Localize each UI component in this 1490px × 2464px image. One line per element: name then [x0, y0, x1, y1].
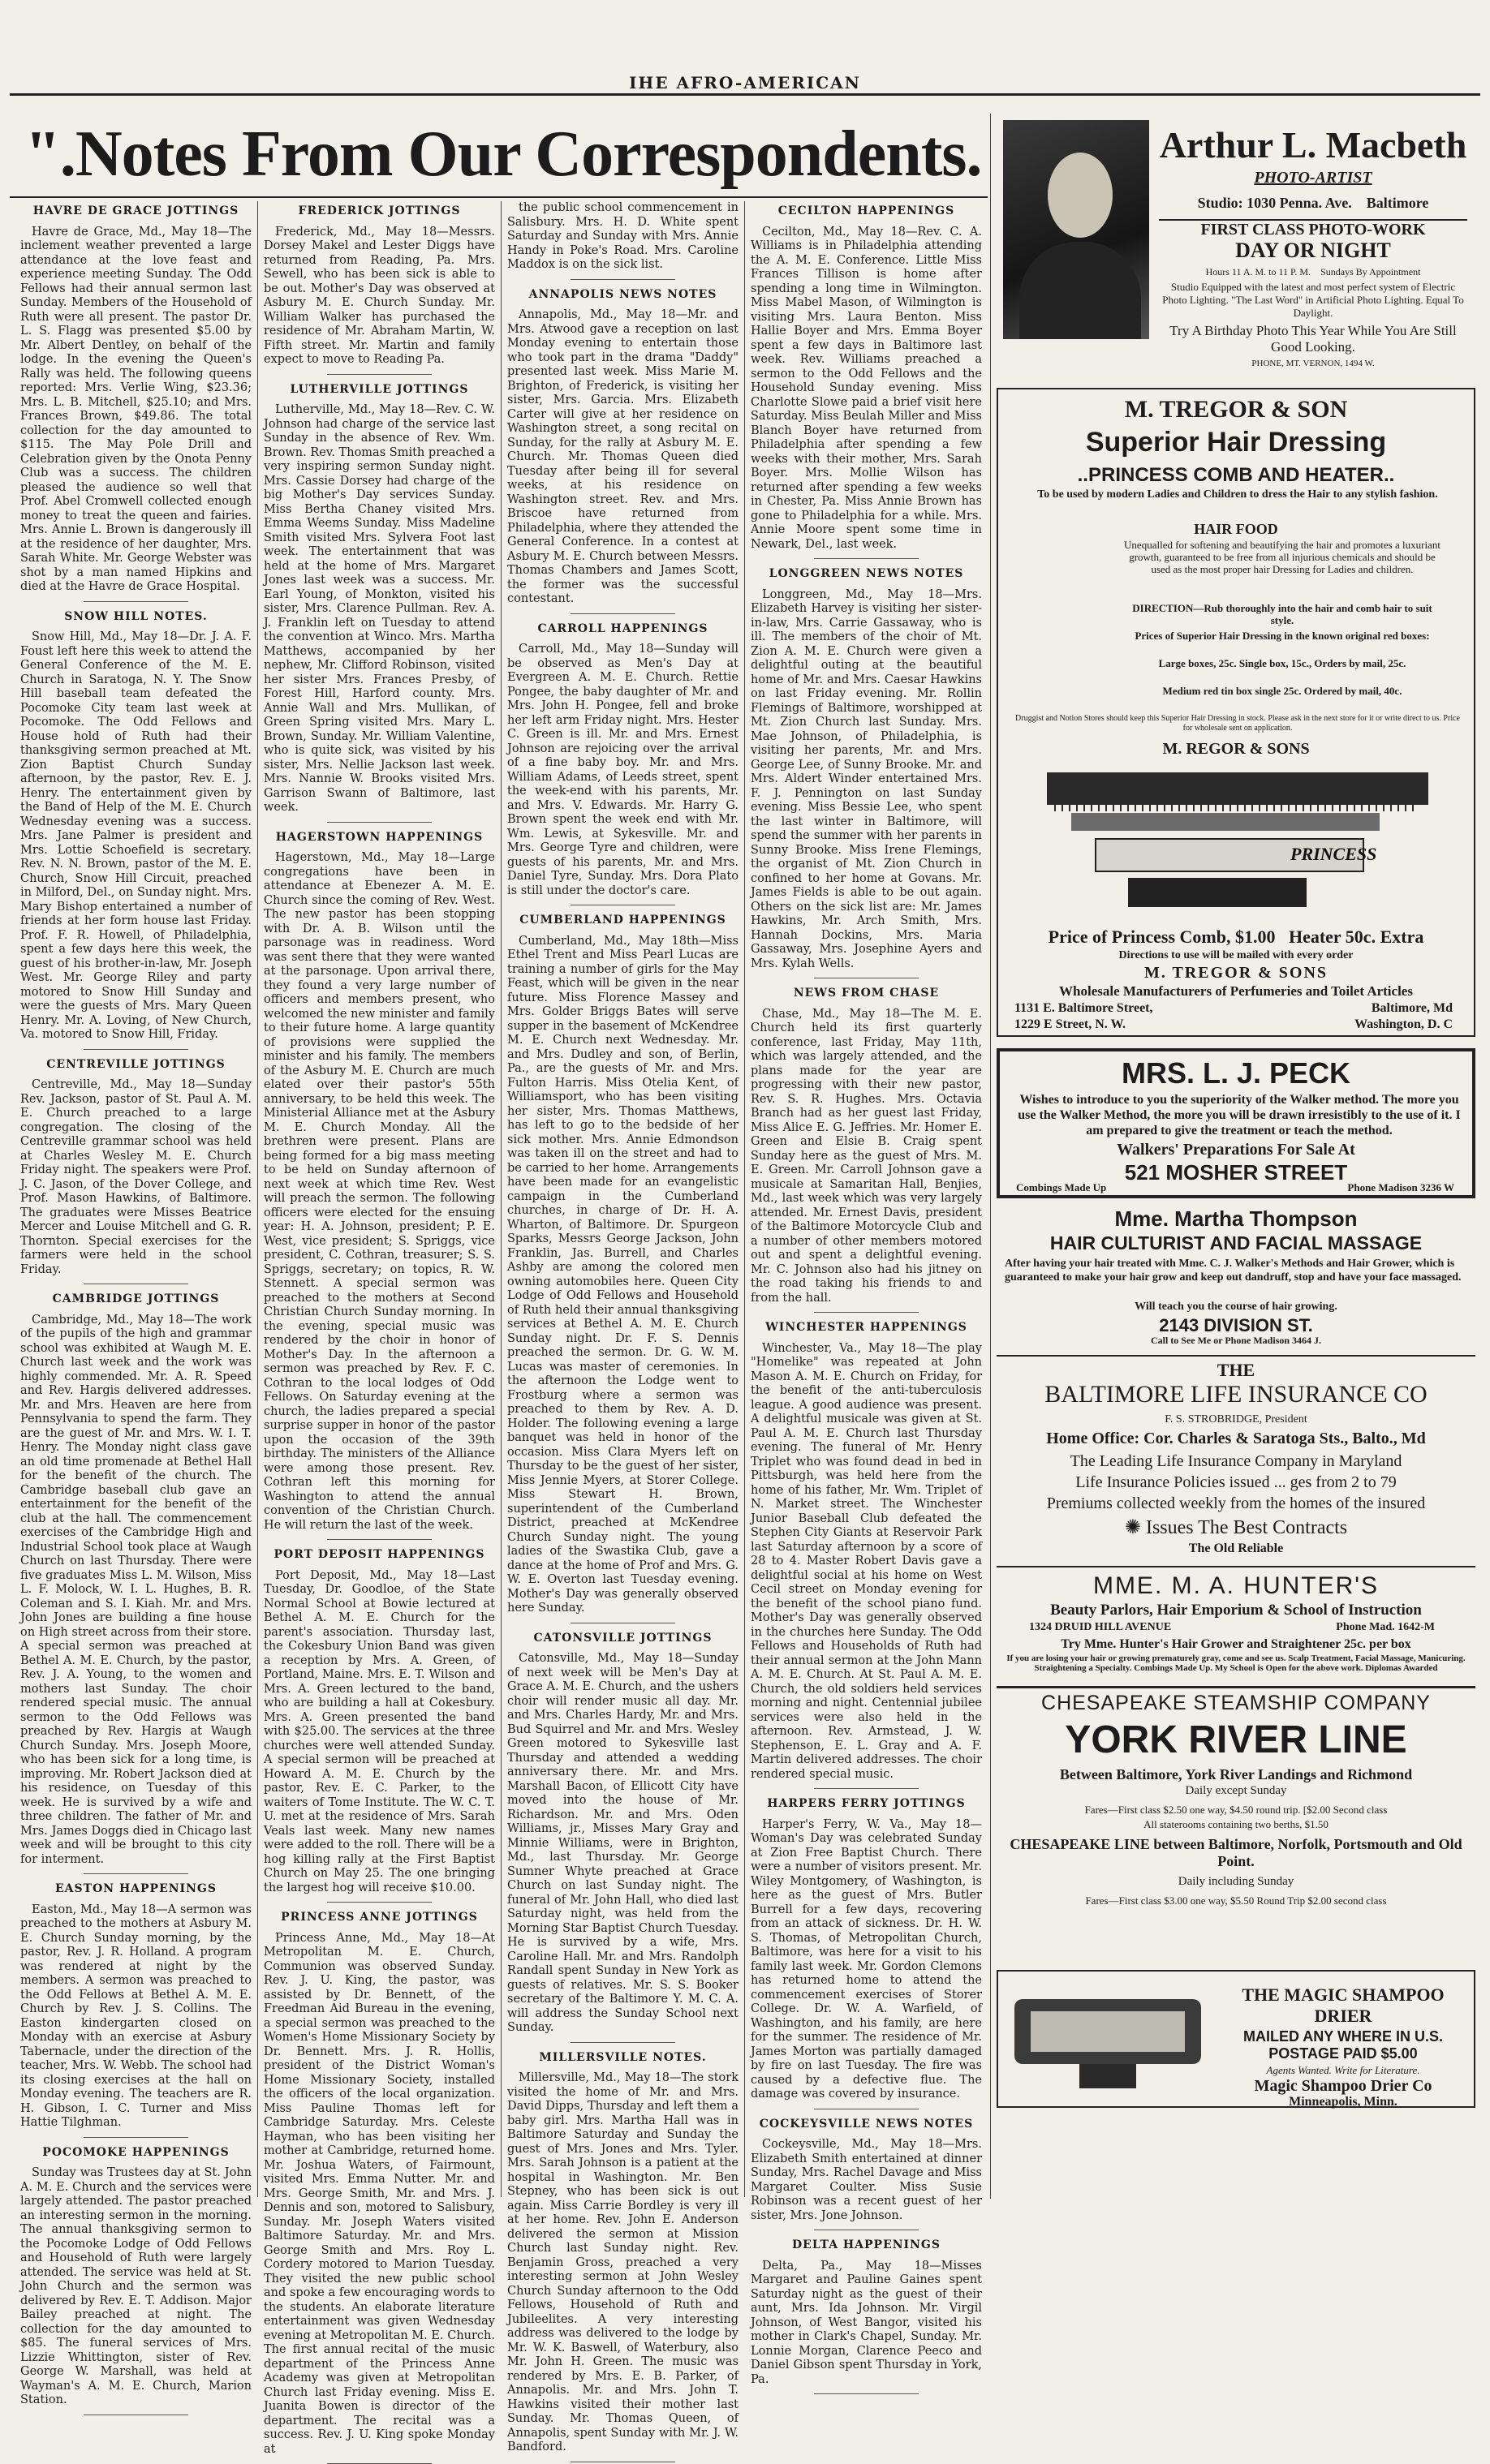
news-item-divider — [327, 1902, 431, 1903]
news-item — [20, 2146, 252, 2415]
tregor-price: Price of Princess Comb, $1.00 — [1048, 927, 1276, 947]
life-premiums: Premiums collected weekly from the homes of the insured — [1046, 1494, 1426, 1512]
peck-combings: Combings Made Up — [1016, 1181, 1107, 1193]
news-item — [751, 1321, 982, 1789]
news-item-title: WINCHESTER HAPPENINGS — [765, 1321, 967, 1334]
macbeth-hours-line — [1159, 266, 1467, 278]
news-item-divider — [571, 279, 674, 280]
tregor-city1: Baltimore, Md — [1371, 1001, 1453, 1015]
news-item-title: EASTON HAPPENINGS — [55, 1882, 217, 1895]
tregor-wholesale: Wholesale Manufacturers of Perfumeries and Toilet Articles — [1059, 983, 1413, 999]
column-divider — [990, 114, 991, 2199]
news-item-body: Harper's Ferry, W. Va., May 18—Woman's Day was celebrated Sunday at Zion Free Baptist Church. There were a number of visitors present. Mr. Wiley Montgomery, of Washington, is here as the guest of Mrs. Butler Burrell for a few days, recovering from an attack of sickness. Dr. H. W. S. Thomas, of Metropolitan Church, Baltimore, was here for a visit to his family last week. Mr. Gordon Clemons has returned home to attend the commencement exercises of Storer College. Dr. W. A. Warfield, of Washington, and his family, are here for the summer. The residence of Mr. James Morton was partially damaged by fire on last Tuesday. The fire was caused by a defective flue. The damage was covered by insurance. — [751, 1817, 982, 2101]
news-item — [507, 622, 739, 906]
news-item — [264, 383, 495, 823]
macbeth-day-night: DAY OR NIGHT — [1235, 239, 1391, 262]
news-item-body: Catonsville, Md., May 18—Sunday of next week will be Men's Day at Grace A. M. E. Church, and the ushers choir will render music all day. Mr. and Mrs. Charles Hardy, Mr. and Mrs. Bud Squirrel and Mr. and Mrs. Wesley Green motored to Sykesville last Thursday and attended a wedding anniversary there. Mr. and Mrs. Marshall Bacon, of Ellicott City have moved into the house of Mr. Richardson. Mr. and Mrs. Oden Williams, jr., Misses Mary Gray and Minnie Williams, were in Brighton, Md., last Thursday. Mr. George Sumner Whyte preached at Grace Church on last Sunday night. The funeral of Mr. John Hall, who died last Saturday night, was held from the Morning Star Baptist Church Tuesday. He is survived by a wife, Mrs. Caroline Hall. Mr. and Mrs. Randolph Randall spent Sunday in New York as guests of relatives. Mr. S. S. Booker secretary of the Baltimore Y. M. C. A. will address the Sunday School next Sunday. — [507, 1652, 739, 2034]
news-item-title: CATONSVILLE JOTTINGS — [533, 1631, 713, 1645]
life-name: BALTIMORE LIFE INSURANCE CO — [1044, 1381, 1428, 1408]
tregor-address-2 — [1014, 1017, 1453, 1032]
news-item-title: NEWS FROM CHASE — [793, 987, 940, 1000]
steamship-between: Between Baltimore, York River Landings and Richmond — [1059, 1766, 1413, 1782]
headline-rule — [10, 196, 988, 198]
column-divider — [257, 201, 258, 2197]
news-item — [507, 201, 739, 280]
news-item-body: Delta, Pa., May 18—Misses Margaret and Pauline Gaines spent Saturday night as the guest of their aunt, Mrs. Ida Johnson. Mr. Virgil Johnson, of West Bangor, visited his mother in Clark's Chapel, Sunday. Mr. Lonnie Morgan, Clarence Peeco and Daniel Gibson spent Thursday in York, Pa. — [751, 2259, 982, 2386]
steamship-ad — [997, 1686, 1475, 1946]
thompson-name: Mme. Martha Thompson — [1114, 1206, 1358, 1231]
peck-ad — [997, 1048, 1475, 1198]
news-item-body: Longgreen, Md., May 18—Mrs. Elizabeth Harvey is visiting her sister-in-law, Mrs. Carrie Gassaway, who is ill. The members of the choir of Mt. Zion A. M. E. Church were given a delightful outing at the beautiful home of Mr. and Mrs. Caesar Hawkins on last Friday evening. Mr. Rollin Flemings of Baltimore, worshipped at Mt. Zion Church last Sunday. Mrs. Mae Johnson, of Philadelphia, is visiting her parents, Mr. and Mrs. George Lee, of Sunny Brooke. Mr. and Mrs. Aldert Winder entertained Mrs. F. J. Pennington on last Sunday evening. Miss Bessie Lee, who spent the last winter in Baltimore, will spend the summer with her parents in Sunny Brooke. Miss Irene Flemings, the organist of Mt. Zion Church in confined to her home at Govans. Mr. James Fields is able to be out again. Others on the sick list are: Mr. James Hawkins, Mr. Arch Smith, Mrs. Hannah Dockins, Mrs. Maria Gassaway, Mrs. Josephine Ayers and Mrs. Kylah Wells. — [751, 587, 982, 970]
star-icon: ✺ — [1124, 1517, 1141, 1538]
news-item-body: the public school commencement in Salisbury. Mrs. H. D. White spent Saturday and Sunday with Mrs. Annie Handy in Poke's Road. Mrs. Caroline Maddox is on the sick list. — [507, 201, 739, 271]
news-item-body: Cockeysville, Md., May 18—Mrs. Elizabeth Smith entertained at dinner Sunday, Mrs. Rachel Davage and Miss Margaret Coulter. Miss Susie Robinson was a recent guest of her sister, Mrs. Jone Johnson. — [751, 2138, 982, 2222]
hunter-address-line — [1029, 1621, 1435, 1634]
news-item-title: CARROLL HAPPENINGS — [537, 621, 708, 635]
baltimore-life-ad — [997, 1355, 1475, 1558]
masthead: IHE AFRO-AMERICAN — [629, 73, 861, 92]
magic-shampoo-ad — [997, 1970, 1475, 2108]
macbeth-first-class: FIRST CLASS PHOTO-WORK — [1159, 219, 1467, 239]
thompson-title: HAIR CULTURIST AND FACIAL MASSAGE — [1049, 1232, 1423, 1254]
news-item-title: CENTREVILLE JOTTINGS — [46, 1057, 226, 1071]
news-item — [507, 914, 739, 1623]
news-item-title: ANNAPOLIS NEWS NOTES — [528, 287, 717, 301]
peck-street: 521 MOSHER STREET — [1124, 1160, 1348, 1185]
tregor-addr1: 1131 E. Baltimore Street, — [1014, 1001, 1153, 1015]
macbeth-studio-line — [1159, 195, 1467, 212]
macbeth-phone: PHONE, MT. VERNON, 1494 W. — [1251, 359, 1375, 368]
hunter-name: MME. M. A. HUNTER'S — [1092, 1572, 1380, 1599]
news-item-title: CAMBRIDGE JOTTINGS — [52, 1292, 220, 1305]
macbeth-hours: Hours 11 A. M. to 11 P. M. — [1205, 266, 1311, 277]
news-item-title: POCOMOKE HAPPENINGS — [42, 2145, 230, 2159]
portrait-photo — [1003, 120, 1149, 339]
magic-mailed: MAILED ANY WHERE IN U.S. POSTAGE PAID $5.00 — [1242, 2028, 1443, 2062]
news-item-body: Easton, Md., May 18—A sermon was preached to the mothers at Asbury M. E. Church Sunday morning, by the pastor, Rev. J. R. Holland. A program was rendered at night by the members. A sermon was preached to the Odd Fellows at Bethel A. M. E. Church by Rev. J. S. Collins. The Easton kindergarten closed on Monday with an exercise at Asbury Tabernacle, under the direction of the teacher, Mrs. W. Webb. The school had its closing exercises at the hall on Monday evening. The teachers are R. H. Gibson, I. C. Turner and Miss Hattie Tilghman. — [20, 1903, 252, 2129]
news-item-body: Snow Hill, Md., May 18—Dr. J. A. F. Foust left here this week to attend the General Conference of the M. E. Church in Saratoga, N. Y. The Snow Hill baseball team defeated the Pocomoke City team last week at Pocomoke. The Odd Fellows and House hold of Ruth had their thanksgiving sermon preached at Mt. Zion Baptist Church Sunday afternoon, by the pastor, Rev. E. J. Henry. The entertainment given by the Band of Help of the M. E. Church Wednesday evening was a success. Mrs. Jane Palmer is president and Mrs. Lottie Schoefield is secretary. Rev. N. N. Brown, pastor of the M. E. Church, Snow Hill Circuit, preached in Milford, Del., on Sunday night. Mrs. Mary Bishop entertained a number of friends at her form house last Friday. Prof. F. R. Howell, of Philadelphia, spent a few days here this week, the guest of his brother-in-law, Mr. Joseph West. Mr. George Riley and party motored to Snow Hill Sunday and were the guests of Mrs. Mary Queen Henry. Mr. A. Loving, of New Church, Va. motored to Snow Hill, Friday. — [20, 630, 252, 1041]
thompson-ad — [997, 1205, 1475, 1347]
macbeth-title: PHOTO-ARTIST — [1254, 169, 1372, 187]
macbeth-equipped: Studio Equipped with the latest and most perfect system of Electric Photo Lighting. "The Last Word" in Artificial Photo Lighting. Equal To Daylight. — [1162, 281, 1464, 319]
macbeth-city: Baltimore — [1366, 195, 1429, 211]
tregor-directions2: Directions to use will be mailed with every order — [1118, 949, 1354, 961]
tregor-sons: M. REGOR & SONS — [1162, 740, 1310, 758]
news-item-title: HAGERSTOWN HAPPENINGS — [275, 830, 484, 844]
page-headline: ".Notes From Our Correspondents. — [24, 118, 982, 190]
thompson-teach: Will teach you the course of hair growing. — [1135, 1301, 1337, 1313]
peck-text: Wishes to introduce to you the superiority of the Walker method. The more you use the Walker Method, the more you will be drawn irresistibly to the use of it. I am prepared to give the treatment or teach the method. — [1018, 1093, 1461, 1137]
tregor-addr2: 1229 E Street, N. W. — [1014, 1017, 1126, 1031]
hunter-phone: Phone Mad. 1642-M — [1336, 1621, 1435, 1633]
news-columns — [20, 201, 986, 2456]
masthead-rule — [10, 93, 1480, 96]
news-item — [20, 610, 252, 1050]
news-item-body: Princess Anne, Md., May 18—At Metropolitan M. E. Church, Communion was observed Sunday. Rev. J. U. King, the pastor, was assisted by Dr. Bennett, of the Freedman Aid Bureau in the evening, a special sermon was preached to the Women's Home Missionary Society by Dr. Bennett. Mrs. J. R. Hollis, president of the District Woman's Home Missionary Society, installed the officers of the local organization. Miss Pauline Thomas left for Cambridge Saturday. Mrs. Celeste Hayman, who has been visiting her mother at Cambridge, returned home. Mr. Joshua Waters, of Fairmount, visited Mrs. Emma Nutter. Mr. and Mrs. George Smith, Mr. and Mrs. J. Dennis and son, motored to Salisbury, Sunday. Mr. Joseph Waters visited Baltimore Saturday. Mr. and Mrs. George Smith and Mrs. Roy L. Cordery motored to Marion Tuesday. They visited the new public school and spoke a few encouraging words to the students. An elaborate literature entertainment was given Wednesday evening at Metropolitan M. E. Church. The first annual recital of the music department of the Princess Anne Academy was given at Metropolitan Church last Friday evening. Miss E. Juanita Bowen is director of the department. The recital was a success. Rev. J. U. King spoke Monday at — [264, 1931, 495, 2456]
column-1 — [20, 201, 252, 2406]
news-item-body: Cecilton, Md., May 18—Rev. C. A. Williams is in Philadelphia attending the A. M. E. Conference. Little Miss Frances Tillison is home after spending a long time in Wilmington. Miss Mabel Mason, of Wilmington is visiting Mrs. Laura Benton. Miss Hallie Boyer and Mrs. Emma Boyer spent a few days in Baltimore last week. Rev. Williams preached a sermon to the Odd Fellows and the Household Sunday evening. Miss Charlotte Slowe paid a brief visit here Saturday. Miss Beulah Miller and Miss Blanch Boyer have returned from Philadelphia after spending a few weeks with their mother, Mrs. Sarah Boyer. Mrs. Mollie Wilson has returned after spending a few weeks in Chester, Pa. Miss Annie Brown has gone to Philadelphia for a while. Mrs. Annie Moore spent some time in Newark, Del., last week. — [751, 225, 982, 551]
news-item-title: DELTA HAPPENINGS — [792, 2238, 941, 2251]
tregor-ad — [997, 388, 1475, 1037]
column-3 — [507, 201, 739, 2453]
news-item — [507, 1632, 739, 2043]
news-item-divider — [814, 1788, 918, 1789]
magic-name: THE MAGIC SHAMPOO DRIER — [1242, 1985, 1445, 2026]
news-item-divider — [84, 2137, 187, 2138]
news-item — [20, 1882, 252, 2138]
news-item-title: CUMBERLAND HAPPENINGS — [519, 914, 726, 927]
news-item-divider — [84, 1873, 187, 1874]
news-item-body: Port Deposit, Md., May 18—Last Tuesday, Dr. Goodloe, of the State Normal School at Bowie lectured at Bethel A. M. E. Church for the parent's association. Thursday last, the Cokesbury Union Band was given a reception by Mrs. A. Green, of Portland, Maine. Mrs. E. T. Wilson and Mrs. A. Green lectured to the band, who are building a hall at Cokesbury. Mrs. A. Green presented the band with $25.00. The services at the three churches were well attended Sunday. A special sermon will be preached at Howard A. M. E. Church by the pastor, Rev. E. C. Parker, to the waiters of Tome Institute. The W. C. T. U. met at the residence of Mrs. Sarah Veals last week. Many new names were added to the roll. There will be a hog killing rally at the First Baptist Church on May 25. The one bringing the largest hog will receive $10.00. — [264, 1568, 495, 1894]
news-item-divider — [814, 1312, 918, 1313]
column-4 — [751, 201, 982, 2386]
tregor-headline: Superior Hair Dressing — [1085, 427, 1387, 458]
life-policies: Life Insurance Policies issued ... ges from 2 to 79 — [1075, 1473, 1397, 1491]
tregor-city2: Washington, D. C — [1354, 1017, 1453, 1031]
news-item-divider — [84, 601, 187, 602]
hunter-address: 1324 DRUID HILL AVENUE — [1029, 1621, 1172, 1633]
princess-comb-illustration — [1023, 764, 1445, 918]
magic-city: Minneapolis, Minn. — [1289, 2095, 1397, 2109]
news-item-divider — [814, 2393, 918, 2394]
tregor-use: To be used by modern Ladies and Children to dress the Hair to any stylish fashion. — [1037, 488, 1438, 501]
news-item — [751, 2118, 982, 2231]
macbeth-name: Arthur L. Macbeth — [1159, 124, 1467, 166]
news-item-divider — [327, 1539, 431, 1540]
news-item-title: SNOW HILL NOTES. — [64, 609, 208, 623]
news-item — [20, 1058, 252, 1285]
news-item-body: Sunday was Trustees day at St. John A. M. E. Church and the services were largely attended. The pastor preached an interesting sermon in the morning. The annual thanksgiving sermon to the Pocomoke Lodge of Odd Fellows and Household of Ruth were largely attended. The service was held at St. John Church and the sermon was delivered by Rev. E. T. Addison. Major Bailey preached at night. The collection for the day amounted to $85. The funeral services of Mrs. Lizzie Whittington, sister of Rev. George W. Marshall, was held at Wayman's A. M. E. Church, Marion Station. — [20, 2166, 252, 2406]
hunter-ad — [997, 1566, 1475, 1679]
life-contracts-line — [997, 1516, 1475, 1539]
thompson-call: Call to See Me or Phone Madison 3464 J. — [1150, 1335, 1322, 1346]
advertisement-column — [997, 114, 1475, 2199]
magic-company: Magic Shampoo Drier Co — [1254, 2077, 1432, 2095]
news-item-body: Hagerstown, Md., May 18—Large congregations have been in attendance at Ebenezer A. M. E. Church since the coming of Rev. West. The new pastor has been stopping with Dr. A. B. Wilson until the parsonage was in readiness. Word was sent there that they were wanted at the parsonage. Upon arrival there, they found a very large number of officers and members present, who welcomed the new minister and family to their future home. A large quantity of provisions were supplied the minister and his family. The members of the Asbury M. E. Church are much elated over their pastor's 55th anniversary, to be held this week. The Ministerial Alliance met at the Asbury M. E. Church Monday. All the brethren were present. Plans are being formed for a big mass meeting to be held on Sunday afternoon of next week at which time Rev. West will preach the sermon. The following officers were elected for the ensuing year: H. A. Johnson, president; P. E. West, vice president; S. Spriggs, vice president, C. Cothran, treasurer; S. S. Spriggs, secretary; on topics, R. W. Stennett. A special sermon was preached to the mothers at Second Christian Church Sunday morning. In the evening, special music was rendered by the choir in honor of Mother's Day. In the afternoon a sermon was preached by Rev. F. C. Cothran to the local lodges of Odd Fellows. On Saturday evening at the church, the ladies prepared a special surprise supper in honor of the pastor upon the occasion of the 39th birthday. The ministers of the Alliance were among those present. Rev. Cothran left this morning for Washington to attend the annual convention of the Christian Church. He will return the last of the week. — [264, 851, 495, 1532]
peck-walkers: Walkers' Preparations For Sale At — [1117, 1141, 1355, 1159]
steamship-sunday: Daily including Sunday — [1178, 1875, 1294, 1888]
news-item — [751, 1797, 982, 2109]
tregor-sub: ..PRINCESS COMB AND HEATER.. — [1077, 464, 1395, 486]
news-item-body: Frederick, Md., May 18—Messrs. Dorsey Makel and Lester Diggs have returned from Reading, Pa. Mrs. Sewell, who has been sick is able to be out. Mother's Day was observed at Asbury M. E. Church Sunday. Mr. William Walker has purchased the residence of Mr. Abraham Martin, W. Fifth street. Mr. Martin and family expect to move to Reading Pa. — [264, 225, 495, 366]
macbeth-sundays: Sundays By Appointment — [1320, 266, 1421, 277]
column-divider — [501, 201, 502, 2197]
news-item — [20, 1292, 252, 1874]
news-item — [751, 567, 982, 978]
news-item-divider — [84, 1049, 187, 1050]
thompson-text: After having your hair treated with Mme. C. J. Walker's Methods and Hair Grower, which is guaranteed to make your hair grow and keep out dandruff, stop and have your face massaged. — [1005, 1258, 1462, 1284]
news-item-title: FREDERICK JOTTINGS — [298, 204, 461, 217]
princess-label: PRINCESS — [1290, 844, 1377, 864]
steamship-daily: Daily except Sunday — [1185, 1784, 1287, 1797]
news-item — [751, 2238, 982, 2394]
steamship-line2: CHESAPEAKE LINE between Baltimore, Norfolk, Portsmouth and Old Point. — [1010, 1836, 1462, 1869]
tregor-name2: M. TREGOR & SONS — [1143, 964, 1329, 982]
tregor-address-1 — [1014, 1001, 1453, 1016]
life-president: F. S. STROBRIDGE, President — [1165, 1413, 1307, 1426]
steamship-line: YORK RIVER LINE — [1065, 1718, 1407, 1761]
news-item-divider — [571, 613, 674, 614]
peck-phone: Phone Madison 3236 W — [1347, 1181, 1454, 1193]
news-item-title: LUTHERVILLE JOTTINGS — [290, 382, 469, 396]
thompson-address: 2143 DIVISION ST. — [1159, 1315, 1313, 1335]
news-item-body: Annapolis, Md., May 18—Mr. and Mrs. Atwood gave a reception on last Monday evening to entertain those who took part in the drama "Daddy" presented last week. Miss Marie M. Brighton, of Frederick, is visiting her sister, Mrs. Garcia. Mrs. Elizabeth Carter will give at her residence on Washington street, a song recital on Sunday, for the rally at Asbury M. E. Church. Mr. Thomas Queen died Tuesday after being ill for several weeks, at his residence on Washington street. Rev. and Mrs. Briscoe have returned from Philadelphia, where they attended the General Conference. In a contest at Asbury M. E. Church between Messrs. Thomas Chambers and James Scott, the former was the successful contestant. — [507, 308, 739, 605]
news-item-title: PORT DEPOSIT HAPPENINGS — [273, 1548, 485, 1561]
news-item-title: MILLERSVILLE NOTES. — [539, 2050, 707, 2064]
news-item-divider — [814, 558, 918, 559]
tregor-heater: Heater 50c. Extra — [1288, 927, 1424, 947]
news-item-divider — [571, 2042, 674, 2043]
news-item — [751, 204, 982, 559]
life-old: The Old Reliable — [1188, 1542, 1284, 1555]
tregor-medium: Medium red tin box single 25c. Ordered by mail, 40c. — [1162, 685, 1402, 697]
peck-name: MRS. L. J. PECK — [1121, 1056, 1351, 1090]
column-2 — [264, 201, 495, 2456]
tregor-large: Large boxes, 25c. Single box, 15c., Orders by mail, 25c. — [1158, 657, 1406, 669]
news-item-body: Havre de Grace, Md., May 18—The inclement weather prevented a large attendance at the love feast and experience meeting Sunday. The Odd Fellows had their annual sermon last Sunday. Members of the Household of Ruth were all present. The pastor Dr. L. S. Flagg was presented $5.00 by Mr. Albert Dentley, on behalf of the lodge. In the evening the Queen's Rally was held. The following queens reported: Mrs. Verlie Wing, $23.36; Mrs. L. B. Mitchell, $25.10; and Mrs. Frances Brown, $49.86. The total collection for the day amounted to $115. The May Pole Drill and Celebration given by the Onota Penny Club was a success. The children pleased the audience so well that Prof. Abel Cromwell collected enough money to treat the queen and fairies. Mrs. Annie L. Brown is dangerously ill at the residence of her daughter, Mrs. Sarah White. Mr. George Webster was shot by a man named Hipkins and died at the Havre de Grace Hospital. — [20, 225, 252, 593]
column-divider — [744, 201, 745, 2197]
news-item — [751, 987, 982, 1313]
macbeth-studio: Studio: 1030 Penna. Ave. — [1197, 195, 1352, 211]
hunter-line1: Beauty Parlors, Hair Emporium & School of Instruction — [1050, 1602, 1422, 1619]
steamship-company: CHESAPEAKE STEAMSHIP COMPANY — [1041, 1692, 1431, 1714]
life-office: Home Office: Cor. Charles & Saratoga Sts., Balto., Md — [1046, 1430, 1426, 1447]
steamship-fares1: Fares—First class $2.50 one way, $4.50 round trip. [$2.00 Second class — [1084, 1804, 1388, 1816]
news-item — [264, 1548, 495, 1903]
tregor-prices: Prices of Superior Hair Dressing in the known original red boxes: — [1135, 630, 1430, 642]
tregor-direction: DIRECTION—Rub thoroughly into the hair and comb hair to suit style. — [1132, 602, 1432, 626]
news-item-title: HARPERS FERRY JOTTINGS — [767, 1797, 966, 1810]
news-item-body: Cumberland, Md., May 18th—Miss Ethel Trent and Miss Pearl Lucas are training a number of girls for the May Feast, which will be given in the near future. Miss Florence Massey and Mrs. Golder Briggs Bates will serve supper in the basement of McKendree M. E. Church next Wednesday. Mr. and Mrs. Dudley and son, of Berlin, Pa., are the guests of Mr. and Mrs. Fulton Harris. Miss Otelia Kent, of Williamsport, who has been visiting her sister, Mrs. Thomas Matthews, has left to go to the bedside of her sick mother. Mrs. Annie Edmondson was taken ill on the street and had to be carried to her home. Arrangements have been made for an evangelistic campaign in the Cumberland churches, in charge of Dr. H. A. Wharton, of Baltimore. Dr. Spurgeon Sparks, Messrs George Jackson, John Franklin, Jas. Burrell, and Charles Ashby are among the colored men owning automobiles here. Queen City Lodge of Odd Fellows and Household of Ruth held their annual thanksgiving services at Bethel A. M. E. Church Sunday night. Dr. F. S. Dennis preached the sermon. Dr. G. W. M. Lucas was master of ceremonies. In the afternoon the Lodge went to Frostburg where a sermon was preached to them by Rev. A. D. Holder. The following evening a large banquet was held in honor of the occasion. Miss Clara Myers left on Thursday to be the guest of her sister, Miss Jennie Myers, at Storer College. Miss Stewart H. Brown, superintendent of the Cumberland District, preached at McKendree Church Sunday night. The young ladies of the Swastika Club, gave a dance at the home of Prof and Mrs. G. W. E. Overton last Tuesday evening. Mother's Day was generally observed here Sunday. — [507, 934, 739, 1615]
news-item — [20, 204, 252, 602]
life-contracts: Issues The Best Contracts — [1145, 1517, 1348, 1538]
steamship-fares2: Fares—First class $3.00 one way, $5.50 Round Trip $2.00 second class — [1085, 1894, 1387, 1907]
news-item — [507, 2051, 739, 2462]
news-item-title: LONGGREEN NEWS NOTES — [769, 567, 964, 580]
tregor-food-text: Unequalled for softening and beautifying the hair and promotes a luxuriant growth, guaranteed to be free from all injurious chemicals and should be used as the most proper hair Dressing for Ladies and children. — [1124, 539, 1440, 575]
news-item-body: Winchester, Va., May 18—The play "Homelike" was repeated at John Mason A. M. E. Church on Friday, for the benefit of the anti-tuberculosis league. A good audience was present. A delightful musicale was given at St. Paul A. M. E. Church last Thursday evening. The funeral of Mr. Henry Triplet who was found dead in bed in Pittsburgh, was held here from the home of his father, Mr. Wm. Triplet of N. Market street. The Winchester Junior Baseball Club defeated the Stephen City Giants at Reservoir Park last Saturday afternoon by a score of 28 to 4. Master Robert Davis gave a delightful social at his home on West Cecil street on Monday evening for the benefit of the school piano fund. Mother's Day was generally observed in the churches here Sunday. The Odd Fellows and Households of Ruth had their annual sermon at the John Mann A. M. E. Church. At St. Paul A. M. E. Church, the old soldiers held services morning and night. Centennial jubilee services were also held in the afternoon. Rev. Armstead, J. W. Stephenson, E. L. Gray and A. F. Martin delivered addresses. The choir rendered special music. — [751, 1341, 982, 1781]
news-item-body: Millersville, Md., May 18—The stork visited the home of Mr. and Mrs. David Dipps, Thursday and left them a baby girl. Mrs. Martha Hall was in Baltimore Saturday and Sunday the guest of Mrs. Jones and Mrs. Tyler. Mrs. Sarah Johnson is a patient at the hospital in Washington. Mr. Ben Stepney, who has been sick is out again. Miss Carrie Bordley is very ill at her home. Rev. John E. Anderson delivered the sermon at Mission Church last Sunday night. Rev. Benjamin Gross, preached a very interesting sermon at John Wesley Church Sunday afternoon to the Odd Fellows, Household of Ruth and Jubileelites. A very interesting address was delivered to the lodge by Mr. W. K. Baswell, of Waterbury, also Mr. John H. Green. The music was rendered by Mrs. E. B. Parker, of Annapolis. Mr. and Mrs. John T. Hawkins visited their mother last Sunday. Mr. Thomas Queen, of Annapolis, spent Sunday with Mr. J. W. Bandford. — [507, 2071, 739, 2453]
macbeth-birthday: Try A Birthday Photo This Year While You Are Still Good Looking. — [1169, 323, 1457, 355]
tregor-druggist: Druggist and Notion Stores should keep this Superior Hair Dressing in stock. Please ask in the next store for it or write direct to us. Price for wholesale sent on application. — [1015, 714, 1460, 733]
news-item — [264, 1911, 495, 2464]
hunter-grower: Try Mme. Hunter's Hair Grower and Straightener 25c. per box — [1061, 1637, 1411, 1651]
news-item — [264, 204, 495, 375]
news-item-title: CECILTON HAPPENINGS — [777, 204, 955, 217]
tregor-price-line — [998, 927, 1474, 948]
news-item-body: Lutherville, Md., May 18—Rev. C. W. Johnson had charge of the service last Sunday in the absence of Rev. Wm. Brown. Rev. Thomas Smith preached a very inspiring sermon Sunday night. Mrs. Cassie Dorsey had charge of the big Mother's Day services Sunday. Miss Bertha Chaney visited Mrs. Emma Weems Sunday. Miss Madeline Smith visited Mrs. Sylvera Foot last week. The entertainment that was held at the home of Mrs. Margaret Jones last week was a success. Mr. Earl Young, of Monkton, visited his sister, Mrs. Clarence Pullman. Rev. A. J. Franklin left on Tuesday to attend the convention at Winco. Mrs. Martha Matthews, accompanied by her nephew, Mr. Clifford Robinson, visited her sister Mrs. Frances Presby, of Forest Hill, Harford county. Mrs. Annie Wall and Mrs. Mullikan, of Green Spring visited Mrs. Mary L. Brown, Sunday. Mr. William Valentine, who is quite sick, was visited by his sister, Mrs. Nellie Jackson last week. Mrs. Nannie W. Brooks visited Mrs. Garrison Swann of Baltimore, last week. — [264, 403, 495, 814]
life-the: THE — [1217, 1360, 1255, 1380]
news-item-divider — [327, 374, 431, 375]
news-item-title: PRINCESS ANNE JOTTINGS — [281, 1911, 478, 1924]
peck-footer — [1016, 1181, 1454, 1194]
hunter-text: If you are losing your hair or growing prematurely gray, come and see us. Scalp Treatment, Facial Massage, Manicuring. Straightening a Specialty. Combings Made Up. My School is Open for the above work. Diplomas Awarded — [1006, 1653, 1466, 1673]
life-leading: The Leading Life Insurance Company in Maryland — [1070, 1452, 1402, 1470]
news-item-title: COCKEYSVILLE NEWS NOTES — [759, 2117, 974, 2131]
steamship-staterooms: All staterooms containing two berths, $1.50 — [1143, 1818, 1329, 1830]
news-item-title: HAVRE DE GRACE JOTTINGS — [32, 204, 239, 217]
news-item — [264, 831, 495, 1541]
shampoo-drier-illustration — [1006, 1983, 1209, 2101]
tregor-food: HAIR FOOD — [1194, 521, 1278, 537]
magic-agents: Agents Wanted. Write for Literature. — [1266, 2064, 1420, 2076]
macbeth-ad — [997, 114, 1475, 373]
news-item-body: Chase, Md., May 18—The M. E. Church held its first quarterly conference, last Friday, May 11th, which was largely attended, and the plans made for the year are progressing with their new pastor, Rev. S. R. Hughes. Mrs. Octavia Branch had as her guest last Friday, Miss Alice E. G. Jeffries. Mr. Homer E. Green and Elsie B. Craig spent Sunday here as the guest of Mrs. M. E. Green. Mr. Carroll Johnson gave a musicale at Samaritan Hall, Benjies, Md., last week which was very largely attended. Mr. Ernest Davis, president of the Baltimore Motorcycle Club and a number of other members motored out and spent a delightful evening. Mr. C. Johnson also had his jitney on the road taking his friends to and from the hall. — [751, 1007, 982, 1305]
news-item-body: Centreville, Md., May 18—Sunday Rev. Jackson, pastor of St. Paul A. M. E. Church preached to a large congregation. The closing of the Centreville grammar school was held at Charles Wesley M. E. Church Friday night. The speakers were Prof. J. C. Jason, of the Dover College, and Prof. Mason Hawkins, of Baltimore. The graduates were Misses Beatrice Mercer and Louise Mitchell and G. R. Thornton. Special exercises for the farmers were held in the school Friday. — [20, 1078, 252, 1276]
news-item — [507, 288, 739, 614]
tregor-name: M. TREGOR & SON — [1124, 396, 1348, 423]
news-item-divider — [327, 822, 431, 823]
news-item-body: Carroll, Md., May 18—Sunday will be observed as Men's Day at Evergreen A. M. E. Church. Rettie Pongee, the baby daughter of Mr. and Mrs. John H. Pongee, fell and broke her left arm Friday night. Mrs. Hester C. Green is ill. Mr. and Mrs. Ernest Johnson are rejoicing over the arrival of a fine baby boy. Mr. and Mrs. William Adams, of Leeds street, spent the week-end with his parents, Mr. and Mrs. V. Edwards. Mr. Harry G. Brown spent the week end with Mr. Wm. Lewis, at Sykesville. Mr. and Mrs. George Tyre and children, were guests of his parents, Mr. and Mrs. Daniel Tyre, Sunday. Mrs. Dora Plato is still under the doctor's care. — [507, 643, 739, 897]
news-item-body: Cambridge, Md., May 18—The work of the pupils of the high and grammar school was exhibited at Waugh M. E. Church last week and the work was highly commended. Mr. A. R. Speed and Rev. Hargis delivered addresses. Mr. and Mrs. Heaven are here from Pennsylvania to spend the farm. They are the guest of Mr. and Mrs. W. I. T. Henry. The Monday night class gave an old time promenade at Bethel Hall for the benefit of the church. The Cambridge baseball club gave an entertainment for the benefit of the club at the hall. The commencement exercises of the Cambridge High and Industrial School took place at Waugh Church on last Thursday. There were five graduates Miss L. M. Wilson, Miss L. F. Molock, W. I. L. Hughes, B. R. Coleman and S. I. Kiah. Mr. and Mrs. John Jones are building a fine house on High street across from their store. A special sermon was preached at Bethel A. M. E. Church, by the pastor, Rev. J. A. Young, to the women and mothers last Sunday. The choir rendered special music. The annual sermon to the Odd Fellows was preached by Rev. Hargis at Waugh Church Sunday. Mrs. Joseph Moore, who has been sick for a long time, is improving. Mr. Robert Jackson died at his residence, on Tuesday of this week. He is survived by a wife and three children. The father of Mr. and Mrs. James Doggs died in Chicago last week and will be brought to this city for interment. — [20, 1313, 252, 1866]
